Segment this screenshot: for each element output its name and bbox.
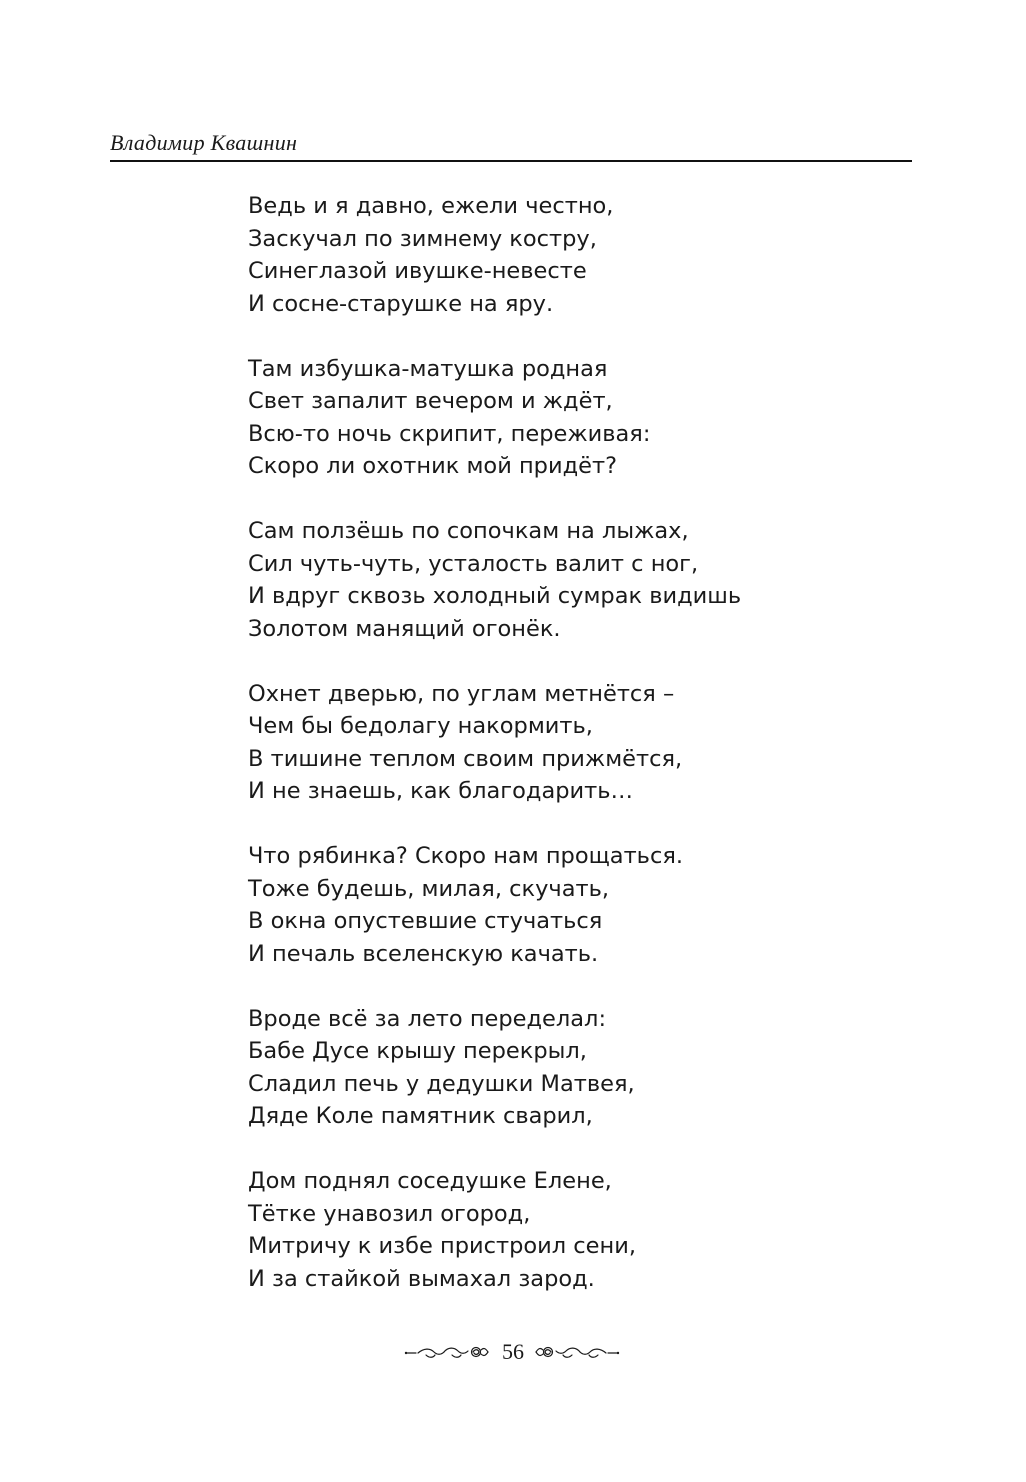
page-footer: [0, 1336, 1026, 1370]
poem-line: Митричу к избе пристроил сени,: [248, 1233, 637, 1259]
poem-line: Свет запалит вечером и ждёт,: [248, 388, 613, 414]
poem-line: Золотом манящий огонёк.: [248, 615, 561, 642]
poem-line: Что рябинка? Скоро нам прощаться.: [248, 843, 684, 869]
poem-line: Дяде Коле памятник сварил,: [248, 1103, 593, 1129]
poem-line: Чем бы бедолагу накормить,: [248, 713, 593, 739]
poem-line: Дом поднял соседушке Елене,: [248, 1168, 612, 1194]
poem-line: И не знаешь, как благодарить…: [248, 778, 634, 804]
poem-line: Сил чуть-чуть, усталость валит с ног,: [248, 550, 699, 577]
flourish-left-icon: [404, 1340, 490, 1366]
poem-line: И сосне-старушке на яру.: [248, 290, 554, 317]
poem-line: В окна опустевшие стучаться: [248, 908, 603, 934]
stanza: [248, 515, 888, 645]
poem-line: Там избушка-матушка родная: [248, 355, 608, 382]
poem-line: Тётке унавозил огород,: [248, 1200, 531, 1227]
poem-line: Вроде всё за лето переделал:: [248, 1005, 607, 1032]
stanza: [248, 1003, 888, 1133]
poem-line: Скоро ли охотник мой придёт?: [248, 453, 618, 479]
running-header: [110, 128, 912, 162]
poem-line: Тоже будешь, милая, скучать,: [248, 875, 609, 902]
stanza: [248, 678, 888, 808]
stanza: [248, 353, 888, 483]
stanza: [248, 840, 888, 970]
stanza: [248, 190, 888, 320]
poem-line: Сладил печь у дедушки Матвея,: [248, 1070, 635, 1097]
poem-line: И печаль вселенскую качать.: [248, 940, 599, 967]
poem-line: Синеглазой ивушке-невесте: [248, 258, 587, 284]
poem-line: Заскучал по зимнему костру,: [248, 225, 597, 252]
author-name: Владимир Квашнин: [110, 130, 298, 155]
poem: [248, 190, 888, 1328]
page-number: 56: [502, 1339, 524, 1364]
flourish-right-icon: [534, 1340, 620, 1366]
poem-line: Всю-то ночь скрипит, переживая:: [248, 420, 651, 447]
poem-line: И вдруг сквозь холодный сумрак видишь: [248, 583, 742, 609]
poem-line: Охнет дверью, по углам метнётся –: [248, 680, 675, 707]
stanza: [248, 1165, 888, 1295]
poem-line: И за стайкой вымахал зарод.: [248, 1265, 595, 1292]
poem-line: Сам ползёшь по сопочкам на лыжах,: [248, 518, 689, 544]
poem-line: Бабе Дусе крышу перекрыл,: [248, 1038, 587, 1064]
poem-line: Ведь и я давно, ежели честно,: [248, 193, 614, 219]
poem-line: В тишине теплом своим прижмётся,: [248, 745, 683, 772]
header-rule: [110, 160, 912, 162]
